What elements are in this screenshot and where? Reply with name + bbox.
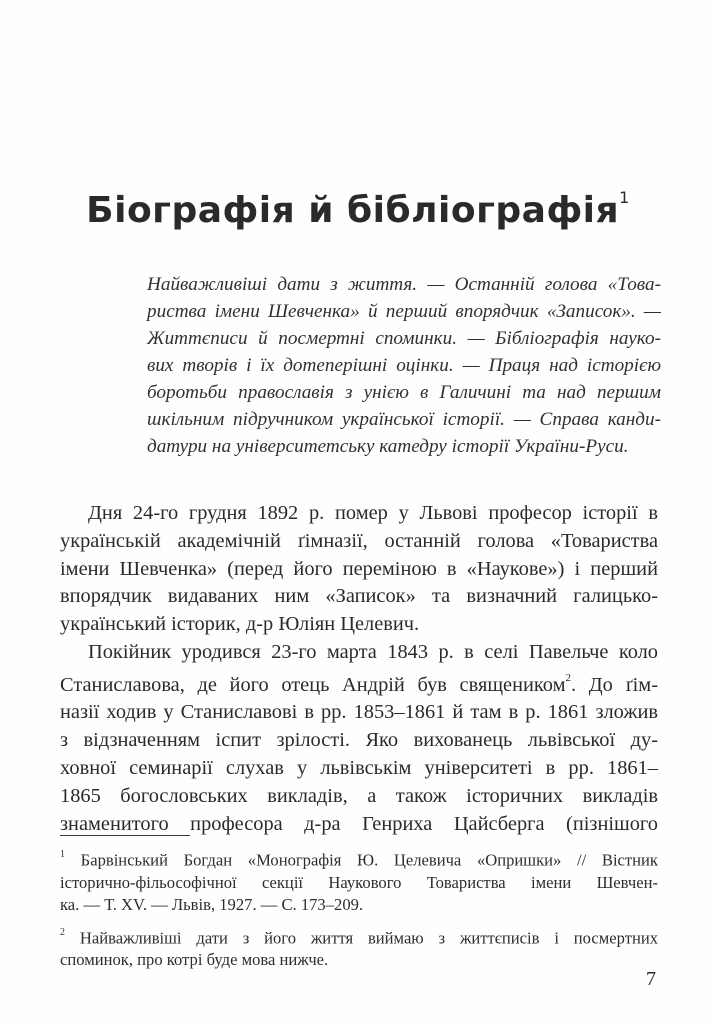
body-line: впорядчик видаваних ним «Записок» та визначний галицько- [60,585,658,608]
body-line: ховної семинарії слухав у львівськім університеті в рр. 1861– [60,756,658,779]
footnote-1-mark: 1 [60,849,65,860]
footnote-text: Найважливіші дати з його життя виймаю з життєписів і посмертних [79,928,659,948]
abstract-line: датури на університетську катедру історії України-Руси. [147,436,629,457]
footnote-text: Барвінський Богдан «Монографія Ю. Целевича «Опришки» // Вістник [80,850,658,870]
body-line-text: Станиславова, де його отець Андрій був священиком [60,673,566,696]
page-number: 7 [646,968,656,990]
footnotes [60,846,658,971]
footnote-line [60,846,658,872]
footnote-1 [60,846,658,916]
body-line: 1865 богословських викладів, а також історичних викладів [60,784,658,807]
abstract-line: Життєписи й посмертні споминки. — Бібліографія науко- [147,328,661,349]
footnote-ref-2[interactable]: 2 [565,671,571,684]
footnote-line: історично-фільософічної секції Наукового Товариства імени Шевчен- [60,872,658,892]
chapter-heading [60,190,656,231]
abstract-line: риства імени Шевченка» й перший впорядчик «Записок». — [147,301,661,322]
body-line: Дня 24-го грудня 1892 р. помер у Львові професор історії в [88,502,658,524]
body-line: з відзначенням іспит зрілості. Яко вихованець львівської ду- [60,729,658,752]
chapter-abstract [147,271,661,460]
body-line-with-ref [60,667,658,700]
body-text [60,500,658,838]
body-line: Покійник уродився 23-го марта 1843 р. в селі Павельче коло [88,640,658,663]
body-line: українській академічній ґімназії, останній голова «Товариства [60,529,658,552]
footnote-line: споминок, про котрі буде мова нижче. [60,950,329,970]
abstract-line: Найважливіші дати з життя. — Останній голова «Това- [147,274,661,295]
abstract-line: боротьби православія з унією в Галичині та над першим [147,382,661,403]
abstract-line: шкільним підручником української історії. — Справа канди- [147,409,661,430]
body-line: український історик, д-р Юліян Целевич. [60,613,420,636]
footnote-divider [60,835,190,836]
body-line: імени Шевченка» (перед його переміною в «Наукове») і перший [60,557,658,580]
footnote-2-mark: 2 [60,926,65,938]
abstract-line: вих творів і їх дотеперішні оцінки. — Праця над історією [147,355,661,376]
chapter-footnote-mark: 1 [619,188,630,207]
body-line: назії ходив у Станиславові в рр. 1853–1861 й там в р. 1861 зложив [60,701,658,724]
body-line: знаменитого професора д-ра Генриха Цайсберга (пізнішого [60,812,658,835]
chapter-title: Біографія й бібліографія [86,190,620,231]
footnote-line [60,924,658,950]
footnote-line: ка. — Т. XV. — Львів, 1927. — С. 173–209. [60,894,364,914]
body-line-tail: . До ґім- [571,673,658,696]
footnote-2 [60,924,658,972]
